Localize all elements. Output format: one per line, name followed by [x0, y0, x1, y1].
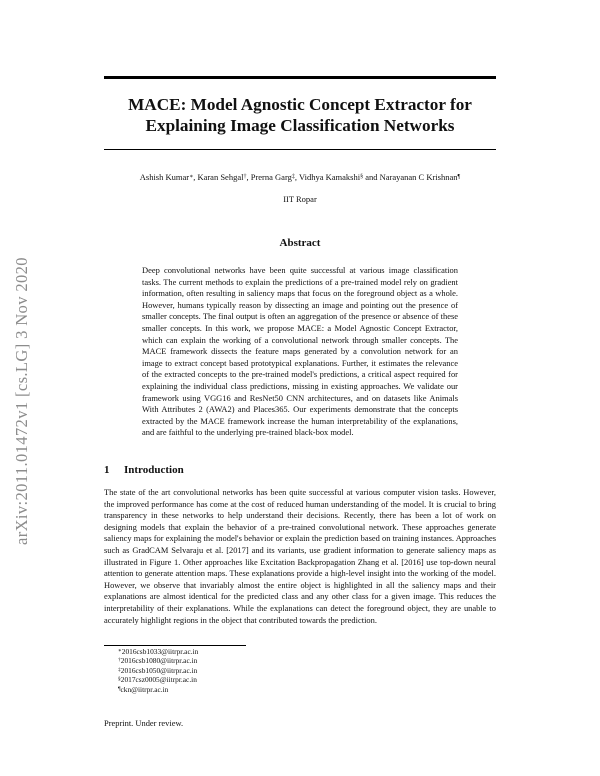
author-footnote-mark: ¶ [457, 174, 461, 180]
footnote-list [118, 647, 198, 694]
author-name: Vidhya Kamakshi [298, 172, 361, 182]
author-list: Ashish Kumar∗, Karan Sehgal†, Prerna Garg‡, Vidhya Kamakshi§ and Narayanan C Krishnan¶ [139, 172, 461, 182]
footnote-email: 2016csb1080@iitrpr.ac.in [120, 656, 198, 666]
section-heading [104, 463, 184, 477]
arxiv-identifier-stamp: arXiv:2011.01472v1 [cs.LG] 3 Nov 2020 [12, 257, 31, 545]
introduction-paragraph: The state of the art convolutional networks has been quite successful at various computer vision tasks. However, the improved performance has come at the cost of reduced human understanding of the model. It is crucial to bring transparency in these networks to help understand their decisions. Recently, there has been a lot of work on designing models that explain the behavior of a pre-trained convolutional network. These approaches generate saliency maps for explaining the model's behavior or explain the prediction based on training instances. Approaches such as GradCAM Selvaraju et al. [2017] and its variants, use gradient information to generate saliency maps as illustrated in Figure 1. Other approaches like Excitation Backpropagation Zhang et al. [2016] use top-down neural attention to generate attention maps. These explanations provide a high-level insight into the working of the model. However, we observe that invariably almost the entire object is highlighted in all the saliency maps and their explanations are almost identical for the predicted class and any other class for a given image. This reduces the interpretability of their explanations. While the explanations can detect the foreground object, they are unable to accurately highlight regions in the object that contributed towards the prediction. [104, 487, 496, 625]
author-name: Ashish Kumar [139, 172, 190, 182]
footnote-email: 2016csb1050@iitrpr.ac.in [120, 665, 198, 675]
title-top-rule [104, 76, 496, 79]
footnote-email: ckn@iitrpr.ac.in [120, 684, 169, 694]
footnote-email: 2017csz0005@iitrpr.ac.in [120, 675, 197, 685]
footnote-mark: ¶ [118, 685, 121, 692]
footnote-mark: † [118, 657, 121, 664]
footnote-item [118, 685, 198, 694]
footnote-item [118, 675, 198, 684]
preprint-note: Preprint. Under review. [104, 718, 184, 728]
paper-title: MACE: Model Agnostic Concept Extractor for Explaining Image Classification Networks [128, 95, 472, 135]
footnote-item [118, 666, 198, 675]
section-title: Introduction [124, 464, 184, 476]
footnote-mark: ‡ [118, 666, 121, 673]
footnote-item [118, 647, 198, 656]
footnote-mark: ∗ [118, 648, 122, 654]
footnote-separator [104, 645, 246, 646]
author-affiliation: IIT Ropar [283, 194, 317, 204]
author-footnote-mark: ‡ [291, 174, 295, 180]
footnote-item [118, 656, 198, 665]
footnote-email: 2016csb1033@iitrpr.ac.in [121, 647, 199, 656]
author-name: Prerna Garg [250, 172, 292, 182]
author-footnote-mark: ∗ [189, 174, 194, 180]
author-name: Karan Sehgal [197, 172, 244, 182]
abstract-body: Deep convolutional networks have been quite successful at various image classification tasks. The current methods to explain the predictions of a pre-trained model rely on gradient information, often resulting in saliency maps that focus on the foreground object as a whole. However, humans typically reason by dissecting an image and pointing out the presence of smaller concepts. The final output is often an aggregation of the presence or absence of these smaller concepts. In this work, we propose MACE: a Model Agnostic Concept Extractor, which can explain the working of a convolutional network through smaller concepts. The MACE framework dissects the feature maps generated by a convolution network for an image to extract concept based prototypical explanations. Further, it estimates the relevance of the extracted concepts to the pre-trained model's predictions, a critical aspect required for explaining the individual class predictions, missing in existing approaches. We validate our framework using VGG16 and ResNet50 CNN architectures, and on datasets like Animals With Attributes 2 (AWA2) and Places365. Our experiments demonstrate that the concepts extracted by the MACE framework increase the human interpretability of the explanations, and are faithful to the underlying pre-trained black-box model. [142, 265, 458, 438]
author-footnote-mark: † [243, 174, 247, 180]
abstract-heading: Abstract [279, 237, 321, 249]
section-number: 1 [104, 464, 110, 476]
author-footnote-mark: § [360, 174, 364, 180]
title-bottom-rule [104, 149, 496, 150]
footnote-mark: § [118, 676, 121, 683]
author-name: Narayanan C Krishnan [379, 172, 458, 182]
